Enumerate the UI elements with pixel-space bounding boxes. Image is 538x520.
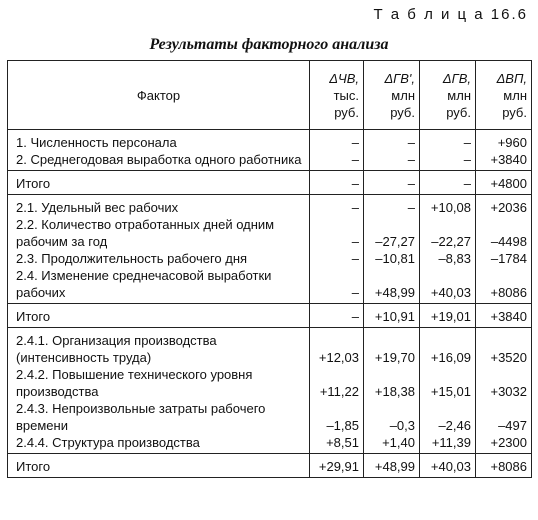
row-value: +48,99 [364, 267, 420, 304]
row-value: – [364, 130, 420, 152]
row-value: –27,27 [364, 216, 420, 250]
row-value: +960 [476, 130, 532, 152]
header-delta-gv-prime [364, 61, 420, 130]
row-value: +3032 [476, 366, 532, 400]
row-value: – [310, 195, 364, 217]
row-value: –2,46 [420, 400, 476, 434]
row-value: –0,3 [364, 400, 420, 434]
row-value: –8,83 [420, 250, 476, 267]
row-value: +8086 [476, 267, 532, 304]
row-factor: 2.4.1. Организация производства (интенсивность труда) [8, 328, 310, 367]
header-row [8, 61, 532, 130]
row-value: +10,91 [364, 304, 420, 328]
row-value: +19,70 [364, 328, 420, 367]
factor-analysis-table [7, 60, 532, 478]
header-delta-vp-label: ΔВП, [496, 70, 527, 86]
row-value: – [310, 267, 364, 304]
row-factor: 2.4.3. Непроизвольные затраты рабочего времени [8, 400, 310, 434]
table-row [8, 366, 532, 400]
total-row [8, 304, 532, 328]
header-delta-chv-unit2: руб. [334, 104, 359, 120]
row-factor: 2.2. Количество отработанных дней одним рабочим за год [8, 216, 310, 250]
row-value: –4498 [476, 216, 532, 250]
row-value: – [310, 304, 364, 328]
row-value: –497 [476, 400, 532, 434]
table-row [8, 400, 532, 434]
table-row [8, 434, 532, 454]
row-value: – [364, 195, 420, 217]
row-value: –10,81 [364, 250, 420, 267]
row-value: +3520 [476, 328, 532, 367]
table-row [8, 267, 532, 304]
row-value: +3840 [476, 151, 532, 171]
table-number: Т а б л и ц а 16.6 [373, 6, 528, 23]
row-factor: Итого [8, 171, 310, 195]
header-delta-gv-label: ΔГВ, [442, 70, 471, 86]
row-value: +11,39 [420, 434, 476, 454]
table-row [8, 151, 532, 171]
header-delta-chv-label: ΔЧВ, [329, 70, 359, 86]
row-value: –1,85 [310, 400, 364, 434]
row-value: – [310, 216, 364, 250]
header-delta-gv-prime-label: ΔГВ', [384, 70, 415, 86]
row-value: – [310, 171, 364, 195]
header-delta-vp-unit1: млн [503, 87, 527, 103]
table-row [8, 195, 532, 217]
row-value: +40,03 [420, 454, 476, 478]
row-factor: Итого [8, 304, 310, 328]
table-title: Результаты факторного анализа [149, 36, 389, 53]
row-value: +16,09 [420, 328, 476, 367]
header-factor: Фактор [8, 61, 310, 130]
header-delta-chv-unit1: тыс. [333, 87, 359, 103]
row-value: +8086 [476, 454, 532, 478]
header-delta-gv [420, 61, 476, 130]
row-value: – [310, 151, 364, 171]
table-row [8, 216, 532, 250]
total-row [8, 454, 532, 478]
row-factor: 2. Среднегодовая выработка одного работника [8, 151, 310, 171]
header-delta-vp [476, 61, 532, 130]
row-factor: 2.4.2. Повышение технического уровня производства [8, 366, 310, 400]
header-delta-gv-unit2: руб. [446, 104, 471, 120]
row-value: – [420, 151, 476, 171]
header-delta-gv-prime-unit1: млн [391, 87, 415, 103]
table-row [8, 328, 532, 367]
row-value: +29,91 [310, 454, 364, 478]
row-value: +19,01 [420, 304, 476, 328]
row-value: +48,99 [364, 454, 420, 478]
row-factor: 2.1. Удельный вес рабочих [8, 195, 310, 217]
row-factor: Итого [8, 454, 310, 478]
row-value: – [310, 250, 364, 267]
row-value: +3840 [476, 304, 532, 328]
row-factor: 1. Численность персонала [8, 130, 310, 152]
row-value: +2036 [476, 195, 532, 217]
row-value: +1,40 [364, 434, 420, 454]
row-value: – [364, 151, 420, 171]
table-row [8, 250, 532, 267]
row-value: – [420, 171, 476, 195]
header-delta-vp-unit2: руб. [502, 104, 527, 120]
table-row [8, 130, 532, 152]
row-value: +12,03 [310, 328, 364, 367]
row-value: +2300 [476, 434, 532, 454]
row-factor: 2.4. Изменение среднечасовой выработки рабочих [8, 267, 310, 304]
row-factor: 2.3. Продолжительность рабочего дня [8, 250, 310, 267]
row-value: +18,38 [364, 366, 420, 400]
header-delta-gv-prime-unit2: руб. [390, 104, 415, 120]
header-delta-gv-unit1: млн [447, 87, 471, 103]
header-delta-chv [310, 61, 364, 130]
row-factor: 2.4.4. Структура производства [8, 434, 310, 454]
row-value: – [310, 130, 364, 152]
row-value: +40,03 [420, 267, 476, 304]
row-value: +15,01 [420, 366, 476, 400]
row-value: +11,22 [310, 366, 364, 400]
row-value: –1784 [476, 250, 532, 267]
row-value: – [420, 130, 476, 152]
row-value: +10,08 [420, 195, 476, 217]
row-value: +8,51 [310, 434, 364, 454]
total-row [8, 171, 532, 195]
row-value: – [364, 171, 420, 195]
row-value: –22,27 [420, 216, 476, 250]
row-value: +4800 [476, 171, 532, 195]
